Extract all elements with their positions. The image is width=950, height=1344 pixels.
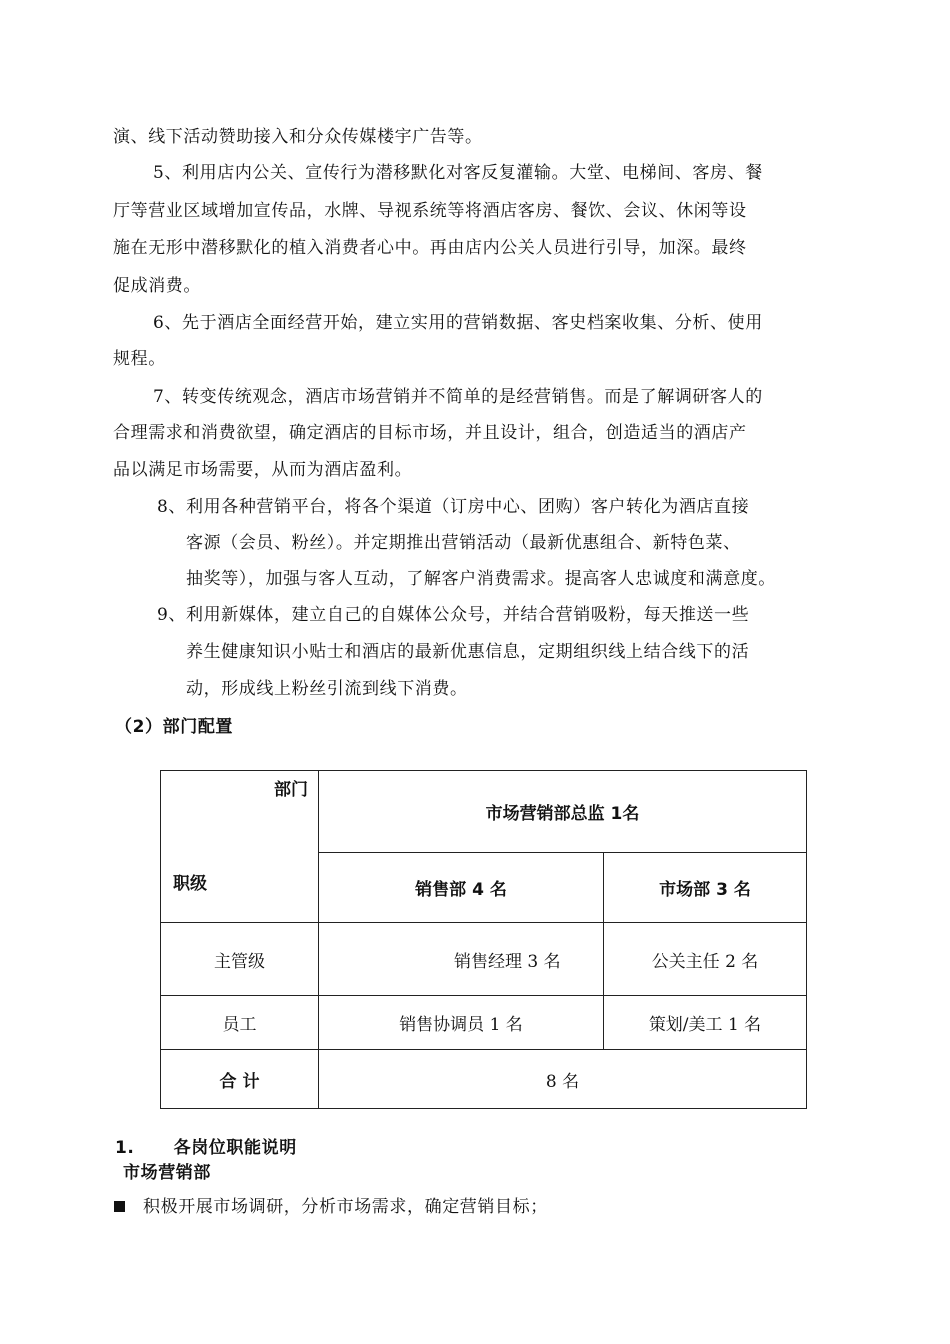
department-table <box>160 770 807 1109</box>
director-cell: 市场营销部总监 1名 <box>319 771 807 853</box>
sub-heading: 市场营销部 <box>123 1163 211 1183</box>
paragraph-line: 厅等营业区域增加宣传品，水牌、导视系统等将酒店客房、餐饮、会议、休闲等设 <box>113 201 747 221</box>
total-label: 合 计 <box>161 1050 319 1109</box>
market-staff-cell: 策划/美工 1 名 <box>604 996 807 1050</box>
paragraph-line: 6、先于酒店全面经营开始，建立实用的营销数据、客史档案收集、分析、使用 <box>153 313 763 333</box>
corner-dept-label: 部门 <box>274 780 308 800</box>
paragraph-line: 施在无形中潜移默化的植入消费者心中。再由店内公关人员进行引导，加深。最终 <box>113 238 747 258</box>
market-dept-header: 市场部 3 名 <box>604 853 807 923</box>
sales-dept-header: 销售部 4 名 <box>319 853 604 923</box>
market-supervisor-cell: 公关主任 2 名 <box>604 923 807 996</box>
numbered-heading: 1. 各岗位职能说明 <box>115 1138 297 1158</box>
paragraph-line: 9、利用新媒体，建立自己的自媒体公众号，并结合营销吸粉，每天推送一些 <box>157 605 750 625</box>
bullet-item: 积极开展市场调研，分析市场需求，确定营销目标； <box>143 1197 548 1217</box>
sales-supervisor-cell: 销售经理 3 名 <box>319 923 604 996</box>
row-label-supervisor: 主管级 <box>161 923 319 996</box>
paragraph-line: 养生健康知识小贴士和酒店的最新优惠信息，定期组织线上结合线下的活 <box>186 642 750 662</box>
corner-rank-label: 职级 <box>173 874 207 894</box>
sales-staff-cell: 销售协调员 1 名 <box>319 996 604 1050</box>
paragraph-line: 8、利用各种营销平台，将各个渠道（订房中心、团购）客户转化为酒店直接 <box>157 497 750 517</box>
paragraph-line: 7、转变传统观念，酒店市场营销并不简单的是经营销售。而是了解调研客人的 <box>153 387 763 407</box>
paragraph-line: 合理需求和消费欲望，确定酒店的目标市场，并且设计，组合，创造适当的酒店产 <box>113 423 747 443</box>
square-bullet-icon <box>114 1201 125 1212</box>
row-label-staff: 员工 <box>161 996 319 1050</box>
paragraph-line: 演、线下活动赞助接入和分众传媒楼宇广告等。 <box>113 127 483 147</box>
paragraph-line: 规程。 <box>113 349 166 369</box>
section-heading: （2）部门配置 <box>115 717 234 737</box>
paragraph-line: 动，形成线上粉丝引流到线下消费。 <box>186 679 468 699</box>
total-value: 8 名 <box>319 1050 807 1109</box>
paragraph-line: 促成消费。 <box>113 276 201 296</box>
paragraph-line: 抽奖等），加强与客人互动，了解客户消费需求。提高客人忠诚度和满意度。 <box>186 569 776 589</box>
table-corner-cell <box>161 771 319 923</box>
paragraph-line: 5、利用店内公关、宣传行为潜移默化对客反复灌输。大堂、电梯间、客房、餐 <box>153 163 763 183</box>
paragraph-line: 品以满足市场需要，从而为酒店盈利。 <box>113 460 413 480</box>
paragraph-line: 客源（会员、粉丝）。并定期推出营销活动（最新优惠组合、新特色菜、 <box>186 533 741 553</box>
